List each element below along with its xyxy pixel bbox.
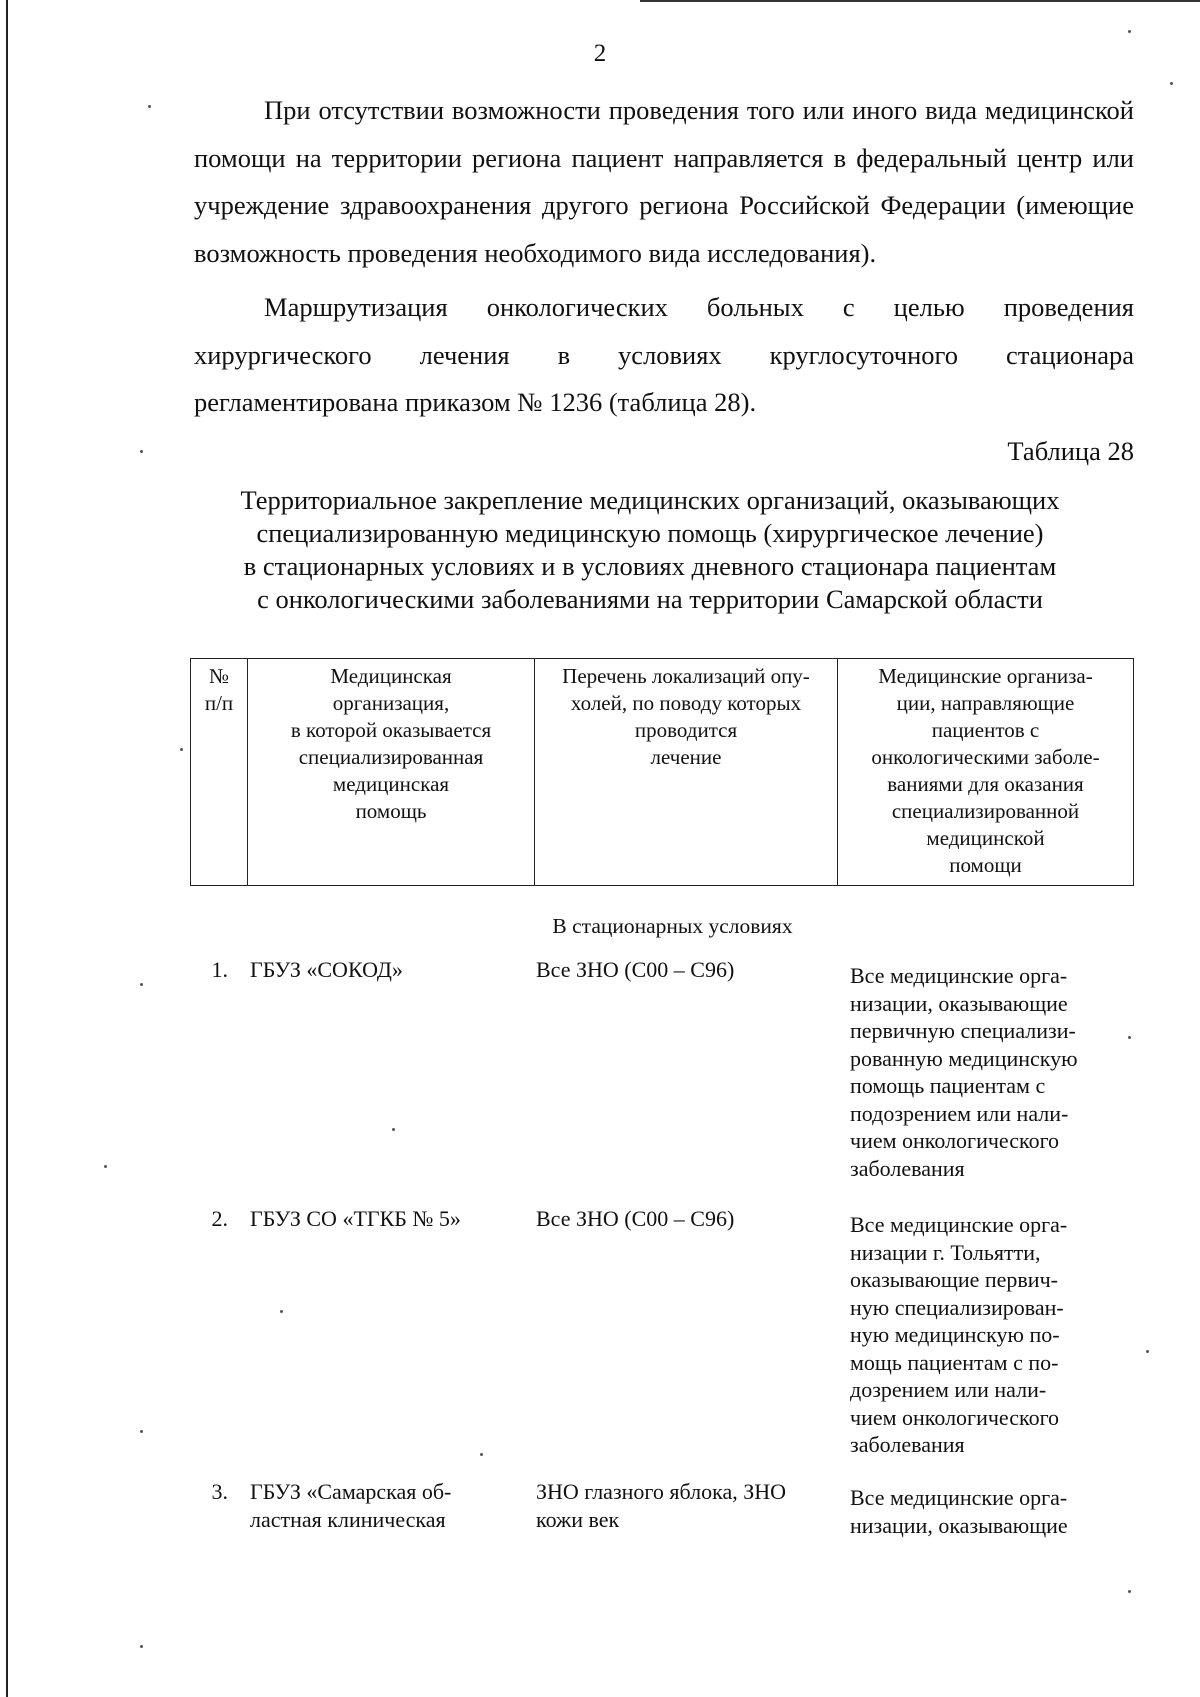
ref-line: ную специализирован-	[850, 1294, 1064, 1320]
row-referring-orgs	[850, 962, 1110, 1182]
header-line: помощь	[355, 799, 427, 823]
table-caption	[200, 484, 1100, 616]
loc-line: ЗНО глазного яблока, ЗНО	[536, 1479, 787, 1504]
header-line: п/п	[204, 691, 234, 715]
org-line: ГБУЗ СО «ТГКБ № 5»	[250, 1206, 461, 1231]
ref-line: первичную специализи-	[850, 1018, 1076, 1043]
ref-line: рованную медицинскую	[850, 1045, 1078, 1071]
header-line: специализированной	[891, 799, 1080, 823]
row-organization	[250, 956, 520, 984]
scan-speck	[1146, 1350, 1149, 1353]
scan-speck	[392, 1128, 395, 1131]
header-line: Медицинские организа-	[878, 664, 1093, 688]
scan-speck	[140, 983, 143, 986]
ref-line: заболевания	[850, 1155, 965, 1181]
ref-line: Все медицинские орга-	[850, 963, 1068, 988]
header-line: лечение	[650, 745, 722, 769]
header-cell-number	[191, 659, 248, 886]
table-header	[190, 658, 1134, 886]
header-line: в которой оказывается	[290, 718, 492, 742]
row-organization	[250, 1478, 520, 1533]
scan-speck	[180, 748, 183, 751]
ref-line: помощь пациентам с	[850, 1073, 1046, 1098]
ref-line: подозрением или нали-	[850, 1100, 1069, 1126]
header-cell-localizations	[535, 659, 838, 886]
row-localizations	[536, 1478, 826, 1533]
caption-line: с онкологическими заболеваниями на территории Самарской области	[257, 584, 1043, 614]
row-localizations	[536, 1205, 826, 1233]
scan-speck	[148, 105, 151, 108]
ref-line: Все медицинские орга-	[850, 1212, 1068, 1237]
ref-line: заболевания	[850, 1432, 965, 1457]
scan-speck	[140, 1430, 143, 1433]
paragraph-2: Маршрутизация онкологических больных с целью проведения хирургического лечения в условиях круглосуточного стационара регламентирована приказом № 1236 (таблица 28).	[194, 292, 1134, 417]
ref-line: Все медицинские орга-	[850, 1485, 1068, 1510]
scan-speck	[140, 450, 143, 453]
header-line: Перечень локализаций опу-	[562, 664, 810, 688]
header-line: онкологическими заболе-	[871, 745, 1100, 769]
org-line: ластная клиническая	[250, 1506, 446, 1532]
row-referring-orgs	[850, 1484, 1110, 1539]
ref-line: низации г. Тольятти,	[850, 1239, 1041, 1265]
header-line: №	[208, 664, 230, 688]
row-number: 3.	[211, 1479, 228, 1504]
scan-speck	[1128, 30, 1131, 33]
scan-speck	[280, 1310, 283, 1313]
loc-line: Все ЗНО (C00 – C96)	[536, 1206, 735, 1231]
ref-line: низации, оказывающие	[850, 990, 1068, 1016]
ref-line: мощь пациентам с по-	[850, 1349, 1059, 1375]
header-line: специализированная	[298, 745, 484, 769]
scan-speck	[1128, 1590, 1131, 1593]
loc-line: кожи век	[536, 1506, 620, 1532]
ref-line: чием онкологического	[850, 1404, 1060, 1430]
header-line: медицинской	[926, 826, 1045, 850]
ref-line: чием онкологического	[850, 1128, 1060, 1153]
scan-speck	[1128, 1036, 1131, 1039]
scan-speck	[104, 1165, 107, 1168]
header-line: организация,	[332, 691, 450, 715]
header-cell-referring-orgs	[838, 659, 1134, 886]
scan-speck	[1170, 82, 1173, 85]
row-referring-orgs	[850, 1211, 1110, 1459]
loc-line: Все ЗНО (C00 – C96)	[536, 957, 735, 982]
ref-line: оказывающие первич-	[850, 1267, 1058, 1292]
header-line: пациентов с	[931, 718, 1040, 742]
row-localizations	[536, 956, 826, 984]
scan-speck	[140, 1645, 143, 1648]
scan-speck	[480, 1453, 483, 1456]
header-line: проводится	[634, 718, 738, 742]
paragraph-1: При отсутствии возможности проведения того или иного вида медицинской помощи на территории региона пациент направляется в федеральный центр или учреждение здравоохранения другого региона Российской Федерации (имеющие возможность проведения необходимого вида исследования).	[194, 95, 1134, 268]
org-line: ГБУЗ «Самарская об-	[250, 1479, 452, 1504]
row-organization	[250, 1205, 520, 1233]
caption-line: специализированную медицинскую помощь (хирургическое лечение)	[256, 518, 1044, 548]
header-line: ваниями для оказания	[887, 772, 1084, 796]
caption-line: в стационарных условиях и в условиях дневного стационара пациентам	[243, 551, 1057, 581]
header-line: холей, по поводу которых	[570, 691, 802, 715]
ref-line: дозрением или нали-	[850, 1377, 1047, 1402]
header-cell-organization	[248, 659, 535, 886]
org-line: ГБУЗ «СОКОД»	[250, 957, 403, 982]
caption-line: Территориальное закрепление медицинских организаций, оказывающих	[240, 485, 1060, 515]
ref-line: ную медицинскую по-	[850, 1322, 1060, 1347]
section-title: В стационарных условиях	[552, 914, 793, 938]
header-line: помощи	[949, 853, 1022, 877]
scan-top-edge-line	[640, 0, 1200, 2]
row-number: 2.	[211, 1206, 228, 1231]
page-number: 2	[593, 40, 607, 67]
row-number: 1.	[211, 957, 228, 982]
table-header-row	[191, 659, 1134, 886]
scan-left-edge-line	[6, 0, 8, 1697]
header-line: ции, направляющие	[896, 691, 1075, 715]
header-line: Медицинская	[330, 664, 452, 688]
header-line: медицинская	[332, 772, 450, 796]
table-label: Таблица 28	[1007, 436, 1134, 466]
ref-line: низации, оказывающие	[850, 1512, 1068, 1538]
